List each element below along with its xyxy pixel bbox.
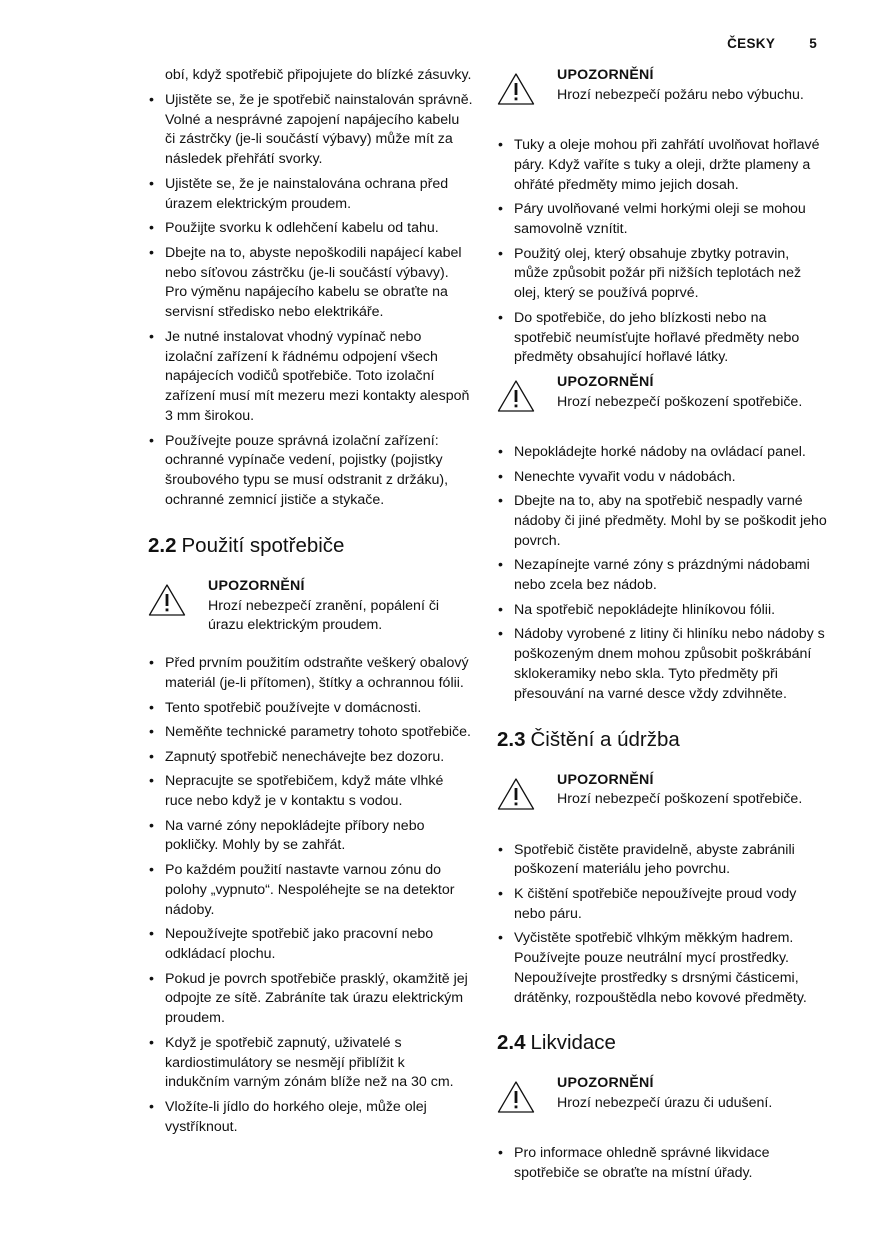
list-item: • Nezapínejte varné zóny s prázdnými nádobami nebo zcela bez nádob. [497, 556, 827, 596]
list-item: • Páry uvolňované velmi horkými oleji se mohou samovolně vznítit. [497, 200, 827, 240]
list-item: • Vložíte-li jídlo do horkého oleje, může olej vystříknout. [148, 1098, 473, 1138]
section-title: Použití spotřebiče [181, 533, 345, 557]
list-item: • Ujistěte se, že je spotřebič nainstalován správně. Volné a nesprávné zapojení napájecího kabelu či zástrčky (je-li součástí výbavy) může mít za následek přehřátí svorky. [148, 91, 473, 170]
warning-triangle-icon [497, 72, 535, 106]
right-list-1 [497, 136, 827, 368]
list-item: • Tuky a oleje mohou při zahřátí uvolňovat hořlavé páry. Když vaříte s tuky a oleji, držte plameny a ohřáté předměty mimo jejich dosah. [497, 136, 827, 195]
list-item: • Pokud je povrch spotřebiče prasklý, okamžitě jej odpojte ze sítě. Zabráníte tak úrazu elektrickým proudem. [148, 970, 473, 1029]
list-item: • K čištění spotřebiče nepoužívejte proud vody nebo páru. [497, 885, 827, 925]
list-item: • Nepokládejte horké nádoby na ovládací panel. [497, 443, 827, 463]
list-item: • Nenechte vyvařit vodu v nádobách. [497, 468, 827, 488]
warning-box [497, 771, 827, 823]
header-language: ČESKY [727, 36, 776, 51]
list-item: • Vyčistěte spotřebič vlhkým měkkým hadrem. Používejte pouze neutrální mycí prostředky. Nepoužívejte prostředky s drsnými částicemi, drátěnky, rozpouštědla nebo kovové předměty. [497, 929, 827, 1008]
list-item: • Dbejte na to, aby na spotřebič nespadly varné nádoby či jiné předměty. Mohl by se poškodit jeho povrch. [497, 492, 827, 551]
section-heading-2-3 [497, 727, 827, 753]
list-item: • Nepracujte se spotřebičem, když máte vlhké ruce nebo když je v kontaktu s vodou. [148, 772, 473, 812]
warning-text: Hrozí nebezpečí poškození spotřebiče. [557, 791, 803, 808]
section-heading-2-4 [497, 1030, 827, 1056]
warning-title: UPOZORNĚNÍ [557, 373, 654, 390]
page-number: 5 [809, 36, 817, 51]
right-list-4 [497, 1144, 827, 1184]
list-item: • Po každém použití nastavte varnou zónu do polohy „vypnuto“. Nespoléhejte se na detektor nádoby. [148, 861, 473, 920]
right-column [497, 66, 827, 1189]
list-item: • Na spotřebič nepokládejte hliníkovou fólii. [497, 601, 827, 621]
list-item: • Je nutné instalovat vhodný vypínač nebo izolační zařízení k řádnému odpojení všech napájecích vodičů spotřebiče. Toto izolační zařízení musí mít mezeru mezi kontakty alespoň 3 mm širokou. [148, 328, 473, 427]
section-title: Čištění a údržba [530, 727, 680, 751]
warning-text: Hrozí nebezpečí zranění, popálení či úrazu elektrickým proudem. [208, 597, 440, 634]
section-number: 2.2 [148, 533, 177, 557]
list-item: • Zapnutý spotřebič nenechávejte bez dozoru. [148, 748, 473, 768]
list-item: • Neměňte technické parametry tohoto spotřebiče. [148, 723, 473, 743]
list-item: • Tento spotřebič používejte v domácnosti. [148, 699, 473, 719]
warning-text: Hrozí nebezpečí poškození spotřebiče. [557, 393, 803, 410]
continuation-text: obí, když spotřebič připojujete do blízké zásuvky. [165, 67, 472, 83]
list-item: • Pro informace ohledně správné likvidace spotřebiče se obraťte na místní úřady. [497, 1144, 827, 1184]
section-number: 2.3 [497, 727, 526, 751]
list-item: • Nepoužívejte spotřebič jako pracovní nebo odkládací plochu. [148, 925, 473, 965]
list-item: • Do spotřebiče, do jeho blízkosti nebo na spotřebič neumísťujte hořlavé předměty nebo předměty obsahující hořlavé látky. [497, 309, 827, 368]
list-item: • Spotřebič čistěte pravidelně, abyste zabránili poškození materiálu jeho povrchu. [497, 841, 827, 881]
section-title: Likvidace [530, 1031, 616, 1055]
warning-triangle-icon [497, 379, 535, 413]
warning-box [148, 577, 473, 636]
warning-title: UPOZORNĚNÍ [557, 67, 654, 83]
list-item: • Dbejte na to, abyste nepoškodili napájecí kabel nebo síťovou zástrčku (je-li součástí výbavy). Pro výměnu napájecího kabelu se obraťte na servisní středisko nebo elektrikáře. [148, 244, 473, 323]
list-item: • Používejte pouze správná izolační zařízení: ochranné vypínače vedení, pojistky (pojistky šroubového typu se musí odstranit z držáku), ochranné zemnicí jističe a stykače. [148, 432, 473, 511]
left-column [148, 66, 473, 1142]
list-item: • Když je spotřebič zapnutý, uživatelé s kardiostimulátory se nesmějí přiblížit k indukčním varným zónám blíže než na 30 cm. [148, 1034, 473, 1093]
list-item: • Použitý olej, který obsahuje zbytky potravin, může způsobit požár při nižších teplotách než olej, který se používá poprvé. [497, 245, 827, 304]
warning-box [497, 66, 827, 118]
list-item: • Na varné zóny nepokládejte příbory nebo pokličky. Mohly by se zahřát. [148, 817, 473, 857]
warning-box [497, 1074, 827, 1126]
page-header [727, 36, 817, 51]
warning-triangle-icon [148, 583, 186, 617]
right-list-3 [497, 841, 827, 1009]
section-heading-2-2 [148, 533, 473, 559]
warning-triangle-icon [497, 1080, 535, 1114]
list-item: • Nádoby vyrobené z litiny či hliníku nebo nádoby s poškozeným dnem mohou způsobit poškrábání sklokeramiky nebo skla. Tyto předměty při přesouvání na varné desce vždy zdvihněte. [497, 625, 827, 704]
list-item: • Před prvním použitím odstraňte veškerý obalový materiál (je-li přítomen), štítky a ochrannou fólii. [148, 654, 473, 694]
warning-title: UPOZORNĚNÍ [208, 577, 305, 594]
list-item: • Ujistěte se, že je nainstalována ochrana před úrazem elektrickým proudem. [148, 175, 473, 215]
warning-text: Hrozí nebezpečí požáru nebo výbuchu. [557, 86, 804, 103]
warning-triangle-icon [497, 777, 535, 811]
section-number: 2.4 [497, 1031, 526, 1055]
left-list-2 [148, 654, 473, 1138]
warning-title: UPOZORNĚNÍ [557, 771, 654, 788]
list-item: • Použijte svorku k odlehčení kabelu od tahu. [148, 219, 473, 239]
warning-box [497, 373, 827, 425]
warning-text: Hrozí nebezpečí úrazu či udušení. [557, 1095, 773, 1112]
right-list-2 [497, 443, 827, 705]
warning-title: UPOZORNĚNÍ [557, 1075, 654, 1092]
left-list-1 [148, 91, 473, 511]
